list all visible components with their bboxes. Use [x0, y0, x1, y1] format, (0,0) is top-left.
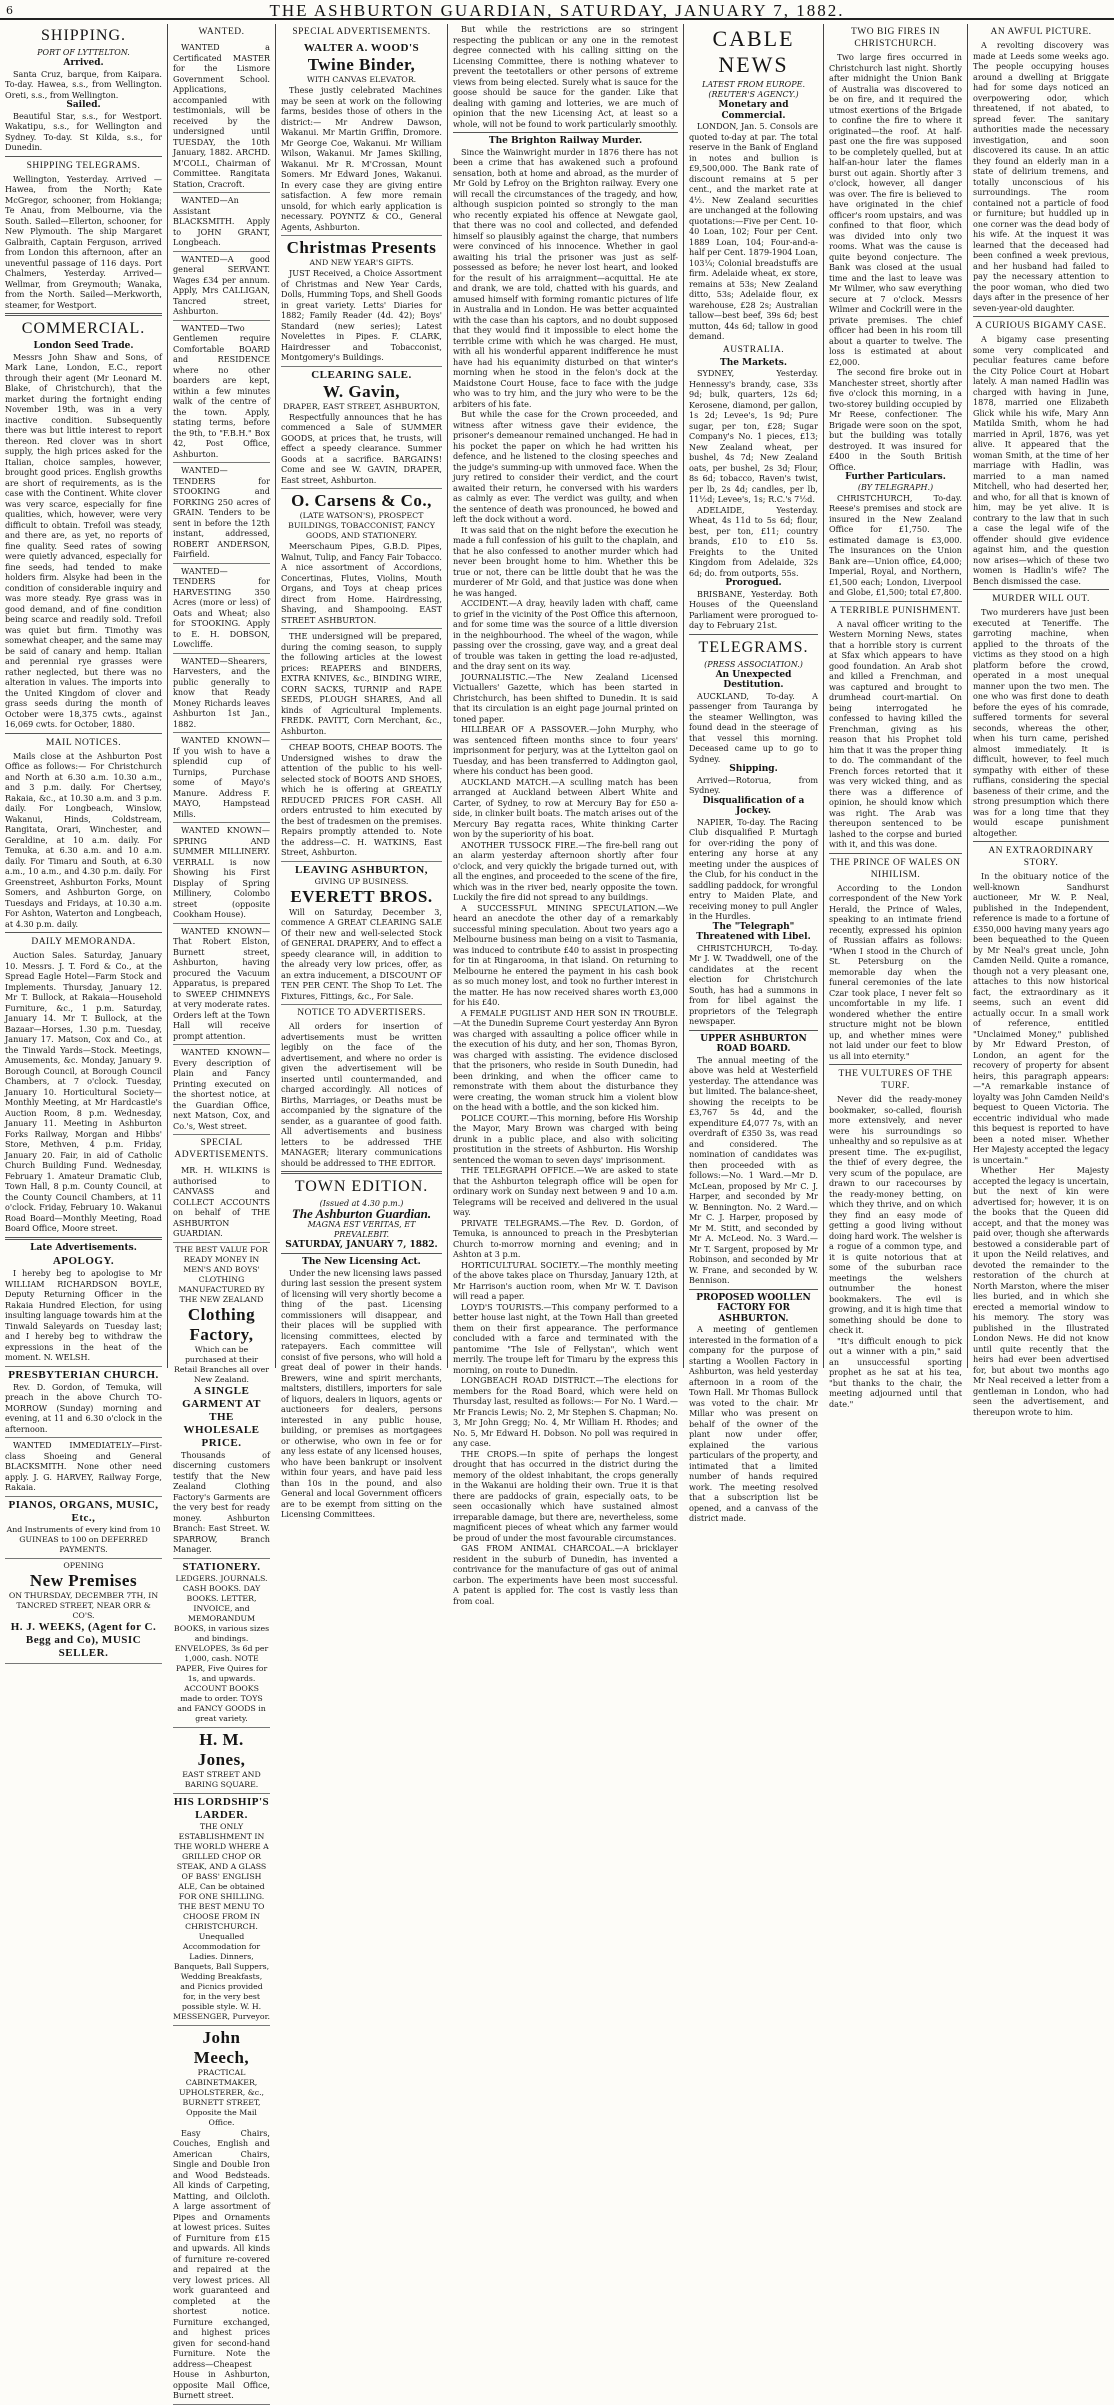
- wanted-ad: [173, 733, 270, 823]
- divider: [281, 1253, 442, 1254]
- apology-text: I hereby beg to apologise to Mr WILLIAM RICHARDSON BOYLE, Deputy Returning Officer in the Rakaia Hundred Election, for using insulting language towards him at the Tinwald Saleyards on Tuesday last; and I hereby beg to withdraw the expressions in the heat of the moment. N. WELSH.: [5, 1268, 162, 1362]
- meech-ad: [173, 2026, 270, 2405]
- divider: [5, 733, 162, 734]
- wanted-text: WANTED KNOWN—SPRING AND SUMMER MILLINERY. VERRALL is now Showing his First Display of Spring Millinery, Colombo street (opposite Cookham House).: [173, 825, 270, 919]
- wanted-ad: [173, 321, 270, 464]
- christmas-title: Christmas Presents: [286, 238, 437, 257]
- divider: [281, 1171, 442, 1174]
- article-paragraph: HORTICULTURAL SOCIETY.—The monthly meeting of the above takes place on Thursday, January 12th, at Mr Harrison's auction room, when Mr W. T. Davison will read a paper.: [453, 1259, 678, 1301]
- divider: [5, 932, 162, 933]
- fires-heading: TWO BIG FIRES IN CHRISTCHURCH.: [850, 27, 940, 49]
- daily-memoranda-heading: DAILY MEMORANDA.: [31, 937, 136, 947]
- wanted-text: WANTED—An Assistant BLACKSMITH. Apply to JOHN GRANT, Longbeach.: [173, 195, 270, 247]
- blacksmith-ad: [5, 1438, 162, 1497]
- extraordinary-heading: AN EXTRAORDINARY STORY.: [988, 846, 1094, 868]
- divider: [689, 1289, 818, 1290]
- meech-sub: PRACTICAL CABINETMAKER, UPHOLSTERER, &c., BURNETT STREET, Opposite the Mail Office.: [178, 2067, 265, 2127]
- punishment-text: A naval officer writing to the Western Morning News, states that a horrible story is current at Sfax which appears to have good foundation. An Arab shot and killed a Frenchman, and was captured and brought to drumhead court-martial. On being interrogated he confessed to having killed the Frenchman, giving as his reason that his Prophet told him that it was the proper thing to do. The commandant of the French forces retorted that it was very wicked thing, and as there was a difference of opinion, he should know which was right. The Arab was thereupon sentenced to be lashed to the corpse and buried with it, and this was done.: [829, 618, 962, 849]
- carsens-ad: [281, 489, 442, 629]
- twine-binder-title: Twine Binder,: [307, 55, 416, 74]
- late-ads-heading: Late Advertisements.: [30, 1242, 137, 1253]
- gavin-title: W. Gavin,: [322, 381, 401, 401]
- shipping-telegrams-text: Wellington, Yesterday. Arrived — Hawea, from the North; Kate McGregor, schooner, from Hokianga; Te Anau, from Melbourne, via the South. Sailed—Ellerton, schooner, for New Plymouth. The ship Margaret Galbraith, Captain Ferguson, arrived from London this afternoon, after an uneventful passage of 116 days. Port Chalmers, Yesterday. Arrived—Wellmar, from Greymouth; Wanaka, from the North. Sailed—Merkworth, steamer, for Westport.: [5, 173, 162, 310]
- divider: [973, 316, 1109, 317]
- canvasser-ad: [173, 1163, 270, 1243]
- brighton-heading: The Brighton Railway Murder.: [488, 136, 643, 146]
- destitution-text: AUCKLAND, To-day. A passenger from Tauranga by the steamer Wellington, was found dead in the steerage of that vessel this morning. Deceased came up to go to Sydney.: [689, 690, 818, 764]
- issue-date: SATURDAY, JANUARY 7, 1882.: [285, 1239, 438, 1250]
- woollen-factory-heading: PROPOSED WOOLLEN FACTORY FOR ASHBURTON.: [696, 1292, 811, 1324]
- clothing-factory-title: Clothing Factory,: [187, 1304, 256, 1344]
- article-paragraph: GAS FROM ANIMAL CHARCOAL.—A bricklayer resident in the suburb of Dunedin, has invented a contrivance for the manufacture of gas out of animal carbon. The experiments have been most successful. A patent is applied for. The cost is vastly less than from coal.: [453, 1543, 678, 1606]
- new-premises-sub: ON THURSDAY, DECEMBER 7TH, IN TANCRED STREET, NEAR ORR & CO'S.: [8, 1590, 159, 1620]
- notice-heading: NOTICE TO ADVERTISERS.: [297, 1008, 426, 1018]
- divider: [5, 156, 162, 157]
- wanted-ad: [173, 252, 270, 321]
- pavitt-ad: [281, 629, 442, 740]
- carsens-sub: (LATE WATSON'S), PROSPECT BUILDINGS, TOBACCONIST, FANCY GOODS, AND STATIONERY.: [288, 511, 435, 540]
- commercial-heading: COMMERCIAL.: [21, 320, 146, 337]
- article-paragraph: AUCKLAND MATCH.—A sculling match has been arranged at Auckland between Albert White and Carter, of Sydney, to row at Mercury Bay for £50 a-side, in clinker built boats. The match arises out of the Mercury Bay regatta races, White thinking Carter won by the superiority of his boat.: [453, 776, 678, 839]
- article-paragraph: A FEMALE PUGILIST AND HER SON IN TROUBLE.—At the Dunedin Supreme Court yesterday Ann Byron was charged with assaulting a police officer while in the execution of his duty, and her son, Thomas Byron, was charged with assisting. The evidence disclosed that the prisoners, who reside in South Dunedin, had been drinking, and when the officer came to remonstrate with them about the disturbance they were creating, the woman struck him a violent blow on the head with a bottle, and the son kicked him.: [453, 1007, 678, 1112]
- guardian-nameplate: The Ashburton Guardian.: [291, 1206, 432, 1221]
- clothing-sub: Which can be purchased at their Retail Branches all over New Zealand.: [174, 1344, 269, 1384]
- prorogued-text: BRISBANE, Yesterday. Both Houses of the Queensland Parliament were prorogued to-day to February 21st.: [689, 588, 818, 630]
- monetary-text: LONDON, Jan. 5. Consols are quoted to-day at par. The total reserve in the Bank of England in notes and bullion is £9,500,000. The Bank rate of discount remains at 5 per cent., and the market rate at 4½. New Zealand securities are unchanged at the following quotations:—Five per Cent. 10-40 Loan, 102; Four per Cent. 1889 Loan, 104; Four-and-a-half per Cent. 1879-1904 Loan, 103¼; Colonial breadstuffs are firm. Adelaide wheat, ex store, remains at 53s; New Zealand ditto, 53s; Adelaide flour, ex warehouse, £28 2s; Australian tallow—best beef, 39s 6d; best mutton, 44s 6d; tallow in good demand.: [689, 121, 818, 341]
- divider: [829, 601, 962, 602]
- christmas-ad: [281, 236, 442, 367]
- shipping-heading: Shipping.: [729, 764, 778, 774]
- monetary-heading: Monetary and Commercial.: [718, 100, 789, 121]
- leaving-title: LEAVING ASHBURTON,: [295, 863, 428, 876]
- prorogued-heading: Prorogued.: [725, 578, 782, 588]
- motto: MAGNA EST VERITAS, ET PREVALEBIT.: [307, 1219, 416, 1239]
- road-board-heading: UPPER ASHBURTON ROAD BOARD.: [700, 1033, 807, 1054]
- boots-ad: [281, 740, 442, 862]
- stationery-title: STATIONERY.: [182, 1560, 261, 1573]
- article-paragraph: HILLBEAR OF A PASSOVER.—John Murphy, who was sentenced fifteen months since to four years' imprisonment for perjury, was at the Lyttelton gaol on Tuesday, and has been transferred to Addington gaol, where his conduct has been good.: [453, 724, 678, 776]
- carsens-body: Meerschaum Pipes, G.B.D. Pipes, Walnut, Tulip, and Fancy Fair Tobacco. A nice assortment of Accordions, Concertinas, Flutes, Violins, Mouth Organs, and Toys at cheap prices direct from Home. Hairdressing, Shaving, and Shampooing. EAST STREET ASHBURTON.: [281, 541, 442, 625]
- town-edition-sub: (Issued at 4.30 p.m.): [319, 1199, 404, 1208]
- telegraph-label: (BY TELEGRAPH.): [857, 482, 934, 492]
- wanted-ad: [173, 823, 270, 924]
- wanted-ad: [173, 40, 270, 193]
- page-number: 6: [6, 4, 13, 17]
- prince-text: According to the London correspondent of the New York Herald, the Prince of Wales, speaking to an intimate friend recently, expressed his opinion of Russian affairs as follows: "When I stood in the Church of St. Petersburg on the memorable day when the funeral ceremonies of the late Czar took place, I never felt so uncomfortable in my life. I wondered whether the entire structure might not be blown up, and whether mines were not laid under our feet to blow us all into eternity.": [829, 882, 962, 1061]
- presbyterian-text: Rev. D. Gordon, of Temuka, will preach in the above Church TO-MORROW (Sunday) morning and evening, at 11 and 6.30 o'clock in the afternoon.: [5, 1381, 162, 1434]
- new-premises-ad: [5, 1559, 162, 1664]
- adelaide-text: ADELAIDE, Yesterday. Wheat, 4s 11d to 5s 6d; flour, best, per ton, £11; country brands, £10 to £10 5s. Freights to the United Kingdom from Adelaide, 32s 6d; do. from outports, 55s.: [689, 504, 818, 578]
- jones-sub: EAST STREET AND BARING SQUARE.: [182, 1769, 261, 1789]
- jones-ad: [173, 1728, 270, 1794]
- woollen-factory-text: A meeting of gentlemen interested in the formation of a company for the purpose of starting a Woollen Factory in Ashburton, was held yesterday afternoon in a room of the Town Hall. Mr Thomas Bullock was voted to the chair. Mr Millar who was present on behalf of the owner of the plant now under offer, explained the various particulars of the property, and intimated that a limited number of hands required work. The meeting resolved that a subscription list be opened, and a canvass of the district made.: [689, 1324, 818, 1523]
- divider: [973, 589, 1109, 590]
- column-6: [824, 24, 968, 1409]
- wanted-text: WANTED a Certificated MASTER for the Lismore Government School. Applications, accompanied with testimonials, will be received by the undersigned until TUESDAY, the 10th January, 1882. ARCHD. M'COLL, Chairman of Committee. Rangitata Station, Cracroft.: [173, 42, 270, 189]
- masthead: [0, 0, 1114, 20]
- article-paragraph: PRIVATE TELEGRAMS.—The Rev. D. Gordon, of Temuka, is announced to preach in the Presbyterian Church to-morrow morning and evening; and in Ashton at 3 p.m.: [453, 1217, 678, 1259]
- sailed-text: Beautiful Star, s.s., for Westport. Wakatipu, s.s., for Wellington and Sydney. To-day. St Kilda, s.s., for Dunedin.: [5, 110, 162, 152]
- divider: [689, 634, 818, 635]
- divider: [689, 1030, 818, 1031]
- gavin-body: Respectfully announces that he has commenced a Sale of SUMMER GOODS, at prices that, he trusts, will effect a speedy clearance. Summer Goods at a sacrifice. BARGAINS! Come and see W. GAVIN, DRAPER, East street, Ashburton.: [281, 411, 442, 485]
- article-paragraph: LONGBEACH ROAD DISTRICT.—The elections for members for the Road Board, which were held on Thursday last, resulted as follows:— For No. 1 Ward.—Mr Francis Lewis; No. 2, Mr Stephen S. Chapman; No. 3, Mr John Gregg; No. 4, Mr William H. Rhodes; and No. 5, Mr Edward H. Dobson. No poll was required in any case.: [453, 1375, 678, 1448]
- pianos-ad: [5, 1497, 162, 1559]
- divider: [453, 132, 678, 133]
- column-3: [276, 24, 448, 1519]
- divider: [5, 1237, 162, 1240]
- divider: [829, 1064, 962, 1065]
- divider: [829, 853, 962, 854]
- wanted-text: WANTED—Two Gentlemen require Comfortable BOARD and RESIDENCE where no other boarders are kept, within a few minutes walk of the centre of the town. Apply, stating terms, before the 9th, to "F.B.H." Box 42, Post Office, Ashburton.: [173, 322, 270, 459]
- apology-title: APOLOGY.: [52, 1255, 115, 1267]
- opening-label: OPENING: [63, 1560, 104, 1570]
- single-garment-title: A SINGLE GARMENT AT THE WHOLESALE PRICE.: [182, 1384, 261, 1449]
- australia-heading: AUSTRALIA.: [722, 344, 785, 355]
- blacksmith-text: WANTED IMMEDIATELY—First-class Shoeing and General BLACKSMITH. None other need apply. J. G. HARVEY, Railway Forge, Rakaia.: [5, 1440, 162, 1492]
- twine-binder-ad: [281, 40, 442, 236]
- meech-title: John Meech,: [193, 2027, 250, 2067]
- libel-text: CHRISTCHURCH, To-day. Mr J. W. Twaddwell, one of the candidates at the recent election for Christchurch South, has had a summons in from for libel against the proprietors of the Telegraph newspaper.: [689, 942, 818, 1026]
- awful-picture-heading: AN AWFUL PICTURE.: [990, 27, 1092, 37]
- pavitt-body: THE undersigned will be prepared, during the coming season, to supply the following articles at the lowest prices: REAPERS and BINDERS, EXTRA KNIVES, &c., BINDING WIRE, CORN SACKS, TURNIP and RAPE SEEDS, PLOUGH SHARES, And all kinds of Agricultural Implements. FREDK. PAVITT, Corn Merchant, &c., Ashburton.: [281, 631, 442, 736]
- article-paragraph: JOURNALISTIC.—The New Zealand Licensed Victuallers' Gazette, which has been started in Christchurch, has been shifted to Dunedin. It is said that its circulation is an eight page journal printed on toned paper.: [453, 671, 678, 724]
- divider: [5, 313, 162, 316]
- markets-text: SYDNEY, Yesterday. Hennessy's brandy, case, 33s 9d; bulk, quarters, 12s 6d; Kerosene, diamond, per gallon, 1s 2d; Levee's, 1s 9d; Pure sugar, per ton, £28; Sugar Company's No. 1 pieces, £13; New Zealand wheat, per bushel, 4s 7d; New Zealand oats, per bushel, 2s 3d; Flour, 8s 6d; tobacco, Raven's twist, per lb, 2s 4d; candles, per lb, 11½d; Levee's, 1s; R.C.'s 7½d.: [689, 368, 818, 504]
- pianos-text: And Instruments of every kind from 10 GUINEAS to 100 on DEFERRED PAYMENTS.: [6, 1524, 161, 1554]
- wanted-text: WANTED KNOWN—Every description of Plain and Fancy Printing executed on the shortest notice, at the Guardian Office, next Matson, Cox, and Co.'s, West street.: [173, 1047, 270, 1131]
- column-7: [968, 24, 1114, 1417]
- weeks-name: H. J. WEEKS, (Agent for C. Begg and Co), MUSIC SELLER.: [10, 1620, 157, 1659]
- pianos-title: PIANOS, ORGANS, MUSIC, Etc.,: [8, 1498, 159, 1524]
- twine-body: These justly celebrated Machines may be seen at work on the following farms, besides those of others in the district:— Mr Andrew Dawson, Wakanui. Mr Martin Griffin, Dromore. Mr George Coe, Wakanui. Mr William Wilson, Wakanui. Mr James Skilling, Wakanui. Mr R. M'Crossan, Mount Somers. Mr Edward Jones, Wakanui. In every case they are giving entire satisfaction. A few more remain unsold, for which early application is necessary. POYNTZ & CO., General Agents, Ashburton.: [281, 85, 442, 232]
- notice-text: All orders for insertion of advertisements must be written legibly on the face of the advertisement, and where no order is given the advertisement will be inserted until countermanded, and charged accordingly. All notices of Births, Marriages, or Deaths must be accompanied by the signature of the sender, as a guarantee of good faith. All advertisements and business letters to be addressed THE MANAGER; literary communications should be addressed to THE EDITOR.: [281, 1021, 442, 1168]
- arrived-text: Santa Cruz, barque, from Kaipara. To-day. Hawea, s.s., from Wellington. Oreti, s.s., from Wellington.: [5, 68, 162, 100]
- christmas-body: JUST Received, a Choice Assortment of Christmas and New Year Cards, Dolls, Humming Tops, and Shell Goods in great variety. Letts' Diaries for 1882; Family Reader (4d. 42); Boys' Standard (new series); Latest Novelettes in Pipes. F. CLARK, Hairdresser and Tobacconist, Montgomery's Buildings.: [281, 268, 442, 362]
- shipping-telegrams-heading: SHIPPING TELEGRAMS.: [26, 160, 141, 171]
- stationery-items: LEDGERS. JOURNALS. CASH BOOKS. DAY BOOKS. LETTER, INVOICE, and MEMORANDUM BOOKS, in various sizes and bindings. ENVELOPES, 3s 6d per 1,000, cash. NOTE PAPER, Five Quires for 1s, and upwards. ACCOUNT BOOKS made to order. TOYS and FANCY GOODS in great variety.: [173, 1573, 270, 1723]
- wanted-ad: [173, 463, 270, 564]
- special-ads-heading: SPECIAL ADVERTISEMENTS.: [292, 27, 431, 37]
- awful-picture-text: A revolting discovery was made at Leeds some weeks ago. The people occupying houses around a dwelling at Briggate had for some days noticed an overpowering odor, which threatened, if not abated, to spread fever. The sanitary authorities made the necessary investigation, and soon discovered its cause. In an attic they found an elderly man in a state of delirium tremens, and totally unconscious of his surroundings. The room contained not a particle of food or furniture; but huddled up in one corner was the dead body of his wife. At the inquest it was learned that the deceased had been confined a week previous, and her husband had failed to pay the necessary attention to the poor woman, who died two days after in the presence of her seven-year-old daughter.: [973, 40, 1109, 313]
- article-paragraph: LOYD'S TOURISTS.—This company performed to a better house last night, at the Town Hall than greeted them on their first appearance. The performance concluded with a farce and terminated with the pantomime "The Isle of Fellystan", which went merrily. The troupe left for Timaru by the express this morning, on route to Dunedin.: [453, 1301, 678, 1375]
- article-paragraph: THE CROPS.—In spite of perhaps the longest drought that has occurred in the district during the memory of the oldest inhabitant, the crops generally in the Wakanui are holding their own. True it is that there are paddocks of grain, especially oats, to be seen occasionally which have sustained almost irreparable damage, but there are, nevertheless, some magnificent pieces of wheat which any farmer would be proud of under the most favourable circumstances.: [453, 1448, 678, 1543]
- everett-ad: [281, 862, 442, 1006]
- press-association-label: (PRESS ASSOCIATION.): [704, 659, 803, 669]
- leaving-sub: GIVING UP BUSINESS.: [314, 876, 409, 886]
- meech-body: Easy Chairs, Couches, English and American Chairs, Single and Double Iron and Wood Bedsteads. All kinds of Carpeting, Matting, and Oilcloth. A large assortment of Pipes and Ornaments at lowest prices. Suites of Furniture from £15 and upwards. All kinds of furniture re-covered and repaired at the very lowest prices. All work guaranteed and completed at the shortest notice. Furniture exchanged, and highest prices given for second-hand Furniture. Note the address—Cheapest House in Ashburton, opposite Mail Office, Burnett street.: [173, 2127, 270, 2400]
- jockey-heading: Disqualification of a Jockey.: [702, 795, 805, 816]
- carsens-title: O. Carsens & Co.,: [291, 491, 432, 510]
- shipping-heading: SHIPPING.: [40, 27, 126, 44]
- special-ads-heading: SPECIAL ADVERTISEMENTS.: [174, 1138, 269, 1160]
- article-paragraph: ACCIDENT.—A dray, heavily laden with chaff, came to grief in the vicinity of the Post Office this afternoon, and for some time was the source of a little diversion in the neighbourhood. The wheel of the wagon, while passing over the crossing, gave way, and a great deal of trouble was taken in getting the load re-adjusted, and the dray sent on its way.: [453, 598, 678, 671]
- clothing-factory-ad: [173, 1243, 270, 1559]
- wanted-text: WANTED KNOWN—That Robert Elston, Burnett street, Ashburton, having procured the Vacuum Apparatus, is prepared to SWEEP CHIMNEYS at very moderate rates. Orders left at the Town Hall will receive prompt attention.: [173, 925, 270, 1041]
- jones-title: H. M. Jones,: [197, 1729, 246, 1769]
- article-paragraph: But while the restrictions are so stringent respecting the publican or any one in the remotest degree connected with his calling sitting on the Licensing Committee, there is nothing whatever to prevent the teetotallers or other persons of extreme views from being elected. Surely what is sauce for the goose should be sauce for the gander. Like that dealing with gaming and lotteries, we are much of opinion that the new Licensing Act, at least so a whole, will not be found to work particularly smoothly.: [453, 24, 678, 129]
- licensing-text: Under the new licensing laws passed during last session the present system of licensing will very shortly become a thing of the past. Licensing commissioners will disappear, and their places will be supplied with licensing committees, elected by ratepayers. Each committee will consist of five persons, who will hold a great deal of power in their hands. Brewers, wine and spirit merchants, maltsters, distillers, importers for sale of liquors, dealers in liquors, agents or auctioneers for dealers, persons interested in any public house, building, or premises as mortgagees or otherwise, who own in fee or for any less estate of any licensed houses, who have been bankrupt or insolvent within four years, and have paid less than 10s in the pound, and also General and local Government officers are to be exempt from sitting on the Licensing Committees.: [281, 1267, 442, 1519]
- wanted-ad: [173, 564, 270, 654]
- murder-text: Two murderers have just been executed at Teneriffe. The garroting machine, when applied to the throats of the victims as they stood on a high platform before the crowd, operated in a most unequal manner upon the two men. The one who was first done to death before the eyes of his comrade, suffered torments for several seconds, whereas the other, when his turn came, perished almost immediately. It is difficult, however, to feel much sympathy with either of these ruffians, considering the special baseness of their crime, and the strong presumption which there was for a long time that they would escape punishment altogether.: [973, 607, 1109, 838]
- everett-body: Will on Saturday, December 3, commence A GREAT CLEARING SALE Of their new and well-selected Stock of GENERAL DRAPERY, And to effect a speedy clearance will, in addition to the already very low prices, offer, as an extra inducement, a DISCOUNT OF TEN PER CENT. The Shop To Let. The Fixtures, Fittings, &c., For Sale.: [281, 906, 442, 1001]
- wanted-ad: [173, 654, 270, 734]
- fires-text: Two large fires occurred in Christchurch last night. Shortly after midnight the Union Bank of Australia was discovered to be on fire, and it required the utmost exertions of the Brigade to confine the fire to where it originated—the roof. At half-past one the fire was supposed to be completely quelled, but at half-an-hour later the flames burst out again. Shortly after 3 o'clock, however, all danger was over. The fire is believed to have originated in the chief officer's room upstairs, and was confined to that floor, which was divided into only two rooms. What was the cause is quite beyond conjecture. The Bank was closed at the usual time and the last to leave was Mr Wilmer, who saw everything secure at 7 o'clock. Messrs Wilmer and Cockrill were in the private premises. The chief officer had been in his room till about a quarter to twelve. The loss is estimated at about £2,000.: [829, 52, 962, 367]
- boots-body: CHEAP BOOTS, CHEAP BOOTS. The Undersigned wishes to draw the attention of the public to his well-selected stock of BOOTS AND SHOES, which he is offering at GREATLY REDUCED PRICES FOR CASH. All orders entrusted to him executed by the best of tradesmen on the premises. Repairs promptly attended to. Note the address—C. H. WATKINS, East Street, Ashburton.: [281, 742, 442, 857]
- arrived-heading: Arrived.: [63, 58, 104, 68]
- larder-text: THE ONLY ESTABLISHMENT IN THE WORLD WHERE A GRILLED CHOP OR STEAK, AND A GLASS OF BASS' ENGLISH ALE, Can be obtained FOR ONE SHILLING. THE BEST MENU TO CHOOSE FROM IN CHRISTCHURCH. Unequalled Accommodation for Ladies. Dinners, Banquets, Ball Suppers, Wedding Breakfasts, and Picnics provided for, in the very best possible style. W. H. MESSENGER, Purveyor.: [173, 1821, 270, 2021]
- clearing-title: CLEARING SALE.: [311, 368, 412, 381]
- wanted-text: WANTED—Shearers, Harvesters, and the public generally to know that Ready Money Richards leaves Ashburton 1st Jan., 1882.: [173, 655, 270, 729]
- road-board-text: The annual meeting of the above was held at Westerfield yesterday. The attendance was but limited. The balance-sheet, showing the receipts to be £3,767 5s 4d, and the expenditure £4,077 7s, with an overdraft of £350 3s, was read and considered. The nomination of candidates was then proceeded with as follows:—No. 1 Ward.—Mr D. McLean, proposed by Mr C. J. Harper, and seconded by Mr W. Bennington. No. 2 Ward.—Mr C. J. Harper, proposed by Mr M. Stitt, and seconded by Mr A. McLeod. No. 3 Ward.—Mr T. Sargent, proposed by Mr Robinson, and seconded by Mr W. Frane, and seconded by W. Bennison.: [689, 1054, 818, 1285]
- new-premises-title: New Premises: [29, 1570, 138, 1590]
- licensing-heading: The New Licensing Act.: [302, 1257, 421, 1267]
- gavin-ad: [281, 367, 442, 490]
- extraordinary-text-2: Whether Her Majesty accepted the legacy is uncertain, but the next of kin were advertised for; however, it is on the books that the Queen did accept, and that the money was paid over, though she afterwards bestowed a considerable part of it upon the Neild relatives, and devoted the remainder to the restoration of the church at North Marston, where the miser lies buried, and in which she erected a memorial window to his memory. The story was published in the Illustrated London News. He did not know until quite recently that the heirs had ever been advertised for, but about two months ago Mr Neal received a letter from a gentleman in London, who had seen the advertisement, and thereupon wrote to him.: [973, 1165, 1109, 1417]
- clothing-intro: THE BEST VALUE FOR READY MONEY IN MEN'S AND BOYS' CLOTHING MANUFACTURED BY THE NEW ZEALAND: [175, 1244, 268, 1304]
- article-paragraph: ANOTHER TUSSOCK FIRE.—The fire-bell rang out an alarm yesterday afternoon shortly after four o'clock, and very quickly the brigade turned out, with all the engines, and proceeded to the scene of the fire, which was in the river bed, nearly opposite the town. Luckily the fire did not spread to any buildings.: [453, 839, 678, 902]
- wanted-ad: [173, 193, 270, 252]
- seed-trade-text: Messrs John Shaw and Sons, of Mark Lane, London, E.C., report through their agent (Mr Leonard M. Blake, of Christchurch), that the market during the fortnight ending November 19th, was in a very inactive condition. Subsequently there was but little interest to report thereon. Red clover was in short supply, the high prices asked for the Italian, choice samples, however, brought good prices. English growths are short of requirements, as is the case with the Continent. White clover was very scarce, especially for fine qualities, which, however, were very difficult to obtain. Trefoil was steady, and there are, as yet, no reports of fine quality. Seed rates of sowing were quietly advanced, especially for fine seeds, had tended to make holders firm. Alsyke had been in the condition of considerable inquiry and was more steady. Rye grass was in good demand, and of fine condition being scarce and readily sold. Trefoil was quiet but firm. Timothy was somewhat cheaper, and the same may be said of canary and hemp. Italian and perennial rye grasses were rather neglected, but there was no alteration in values. The imports into the United Kingdom of clover and grass seeds during the month of October were 18,375 cwts., against 16,069 cwts. for October, 1880.: [5, 351, 162, 729]
- column-2: [168, 24, 276, 2400]
- column-4: [448, 24, 684, 1606]
- pin-quote: "It's difficult enough to pick out a winner with a pin," said an unsuccessful sporting prophet as he sat at his tea, "but thanks to the chair, the meeting adjourned until that date.": [829, 1335, 962, 1409]
- further-text: CHRISTCHURCH, To-day. Reese's premises and stock are insured in the New Zealand Office for £1,750. The estimated damage is £3,000. The insurances on the Union Bank are—Union office, £4,000; Imperial, Royal, and Northern, £1,500 each; London, Liverpool and Globe, £1,500; total £7,800.: [829, 492, 962, 597]
- stationery-ad: [173, 1559, 270, 1728]
- mail-notices-text: Mails close at the Ashburton Post Office as follows:— For Christchurch and North at 6.30 a.m. 10.30 a.m., and 3 p.m. daily. For Chertsey, Rakaia, &c., at 10.30 a.m. and 3 p.m. daily. For Longbeach, Winslow, Wakanui, Hinds, Coldstream, Rangitata, Orari, Winchester, and Geraldine, at 10 a.m. daily. For Temuka, at 6.30 a.m. and 10 a.m. daily. For Timaru and South, at 6.30 a.m., 10 a.m., and 4.30 p.m. daily. For Greenstreet, Ashburton Forks, Mount Somers, and Ashburton Gorge, on Tuesdays and Fridays, at 10.30 a.m. For Ashton, Waterton and Longbeach, at 4.30 p.m. daily.: [5, 750, 162, 929]
- apology-ad: [5, 1253, 162, 1367]
- agency-label: (REUTER'S AGENCY.): [708, 90, 799, 99]
- article-paragraph: A SUCCESSFUL MINING SPECULATION.—We heard an anecdote the other day of a remarkably successful mining speculation. About two years ago a Melbourne business man being on a visit to Tasmania, was induced to contribute £40 to assist in prospecting for tin at Ringarooma, in that island. On returning to Melbourne he entered the payment in his cash book as so much money lost, and took no further interest in the matter. He has now received shares worth £3,000 for his £40.: [453, 902, 678, 1007]
- wanted-text: WANTED—TENDERS for STOOKING and FORKING 250 acres of GRAIN. Tenders to be sent in before the 12th instant, addressed, ROBERT ANDERSON, Fairfield.: [173, 465, 270, 559]
- larder-ad: [173, 1794, 270, 2026]
- telegrams-heading: TELEGRAMS.: [698, 638, 809, 656]
- cable-news-sub: LATEST FROM EUROPE.: [702, 80, 805, 89]
- article-paragraph: Since the Wainwright murder in 1876 there has not been a crime that has awakened such a profound sensation, both at home and abroad, as the murder of Mr Gold by Lefroy on the Brighton railway. Every one will recall the circumstances of the tragedy, and how, although suspicion pointed so strongly to the man who recently expiated his offence at Newgate gaol, that there was no cool and collected, and defended himself so plausibly against the charge, that numbers were convinced of his innocence. Whether in gaol awaiting his trial the prisoner was just as self-possessed as before; he never lost heart, and looked for the result of his arraignment—acquittal. He ate and drank, we are told, chatted with his guards, and amused himself with forming romantic pictures of life in Australia and in London. He was better acquainted with the case than his captors, and no doubt supposed that they would find it impossible to elect home the terrible crime with which he was charged. He must, with all his wonderful apparent indifference he must have had his equanimity disturbed on that winter's morning when he stood in the felon's dock at the Maidstone Court House, face to face with the judge who was to try him, and the jury who were to be the arbiters of his fate.: [453, 146, 678, 409]
- article-paragraph: It was said that on the night before the execution he made a full confession of his guilt to the chaplain, and that he also confessed to another murder which had never been brought home to him. Whether this be true or not, there can be little doubt that he was the murderer of Mr Gold, and that justice was done when he was hanged.: [453, 524, 678, 598]
- wanted-heading: WANTED.: [198, 27, 245, 37]
- wanted-text: WANTED KNOWN—If you wish to have a splendid cup of Turnips, Purchase some of Mayo's Manure. Address F. MAYO, Hampstead Mills.: [173, 735, 270, 819]
- article-paragraph: But while the case for the Crown proceeded, and witness after witness gave their evidence, the prisoner's demeanour remained unchanged. He had in his pocket the paper on which he had written his defence, and he listened to the closing speeches and the judge's summing-up with unmoved face. When the jury retired to consider their verdict, and the court awaited their return, he conversed with his warders as calmly as ever. The verdict was guilty, and when the sentence of death was pronounced, he bowed and left the dock without a word.: [453, 409, 678, 524]
- article-paragraph: POLICE COURT.—This morning, before His Worship the Mayor, Mary Brown was charged with being drunk in a public place, and also with soliciting prostitution in the streets of Ashburton. His Worship sentenced the woman to seven days' imprisonment.: [453, 1112, 678, 1165]
- prince-heading: THE PRINCE OF WALES ON NIHILISM.: [830, 857, 961, 880]
- christmas-sub: AND NEW YEAR'S GIFTS.: [309, 258, 414, 267]
- wanted-ad: [173, 1045, 270, 1135]
- wanted-text: WANTED—A good general SERVANT. Wages £34 per annum. Apply, Mrs CALLIGAN, Tancred street, Ashburton.: [173, 253, 270, 316]
- wood-title: WALTER A. WOOD'S: [303, 42, 420, 54]
- sailed-heading: Sailed.: [66, 100, 101, 110]
- gavin-sub: DRAPER, EAST STREET, ASHBURTON,: [283, 401, 440, 411]
- jockey-text: NAPIER, To-day. The Racing Club disqualified P. Murtagh for over-riding the pony of entering any horse at any meeting under the auspices of the Club, for his conduct in the saddling paddock, for wrongful entry to Maiden Plate, and receiving money to pull Angler in the Hurdles.: [689, 816, 818, 921]
- column-5: [684, 24, 824, 1523]
- wanted-text: WANTED—TENDERS for HARVESTING 350 Acres (more or less) of Oats and Wheat; also for STOOKING. Apply to E. H. DOBSON, Lowcliffe.: [173, 565, 270, 649]
- markets-heading: The Markets.: [720, 357, 787, 368]
- vultures-heading: THE VULTURES OF THE TURF.: [838, 1069, 953, 1091]
- murder-heading: MURDER WILL OUT.: [992, 594, 1090, 604]
- daily-memoranda-text: Auction Sales. Saturday, January 10. Messrs. J. T. Ford & Co., at the Spread Eagle Hotel—Farm Stock and Implements. Thursday, January 12. Mr T. Bullock, at Rakaia—Household Furniture, &c., 1 p.m. Saturday, January 14. Mr T. Bullock, at the Bazaar—Horses, 1.30 p.m. Tuesday, January 17. Matson, Cox and Co., at the Tinwald Yards—Stock. Meetings, Amusements, &c. Monday, January 9. Borough Council, at Borough Council Chambers, at 7 o'clock. Tuesday, January 10. Horticultural Society—Monthly Meeting, at Mr Hardcastle's Auction Room, 8 p.m. Wednesday, January 11. Meeting in Ashburton Forks Railway, Morgan and Hibbs' Store, Methven, 4 p.m. Friday, January 20. Fair, in aid of Catholic Church Building Fund. Wednesday, February 1. Amateur Dramatic Club, Town Hall, 8 p.m. County Council, at the County Council Chambers, at 11 o'clock. Friday, February 10. Wakanui Road Board—Monthly Meeting, Road Board Office, Moore street.: [5, 950, 162, 1233]
- further-heading: Further Particulars.: [845, 472, 946, 482]
- fires-text-2: The second fire broke out in Manchester street, shortly after five o'clock this morning, in a two-storey building occupied by Mr Reese, confectioner. The Brigade were soon on the spot, but the building was totally destroyed. It was insured for £400 in the South British Office.: [829, 367, 962, 472]
- presbyterian-title: PRESBYTERIAN CHURCH.: [8, 1368, 159, 1381]
- divider: [973, 841, 1109, 842]
- article-paragraph: THE TELEGRAPH OFFICE.—We are asked to state that the Ashburton telegraph office will be open for ordinary work on Sunday next between 9 and 10 a.m. Telegrams will be received and delivered in the usual way.: [453, 1165, 678, 1217]
- destitution-heading: An Unexpected Destitution.: [715, 669, 792, 690]
- libel-heading: The "Telegraph" Threatened with Libel.: [696, 921, 811, 942]
- wanted-ad: [173, 924, 270, 1046]
- bigamy-heading: A CURIOUS BIGAMY CASE.: [975, 321, 1107, 331]
- canvasser-text: MR. H. WILKINS is authorised to CANVASS and COLLECT ACCOUNTS on behalf of THE ASHBURTON GUARDIAN.: [173, 1165, 270, 1238]
- shipping-text: Arrived—Rotorua, from Sydney.: [689, 774, 818, 795]
- vultures-text: Never did the ready-money bookmaker, so-called, flourish more extensively, and never were his surroundings so unhealthy and so repulsive as at present time. The ex-pugilist, the thief of every degree, the very scum of the populace, are drawn to our racecourses by the ready-money betting, on which they thrive, and on which they find an easy mode of getting a good living without doing hard work. The welsher is a rogue of a common type, and it is quite notorious that at some of the suburban race meetings the welshers outnumber the honest bookmakers. The evil is growing, and it is high time that something should be done to check it.: [829, 1094, 962, 1335]
- port-subheading: PORT OF LYTTELTON.: [37, 48, 130, 57]
- town-edition-heading: TOWN EDITION.: [294, 1178, 429, 1195]
- presbyterian-ad: [5, 1367, 162, 1439]
- everett-title: EVERETT BROS.: [290, 886, 433, 906]
- clothing-body: Thousands of discerning customers testify that the New Zealand Clothing Factory's Garments are the very best for ready money. Ashburton Branch: East Street. W. SPARROW, Branch Manager.: [173, 1449, 270, 1554]
- twine-sub: WITH CANVAS ELEVATOR.: [306, 75, 417, 84]
- newspaper-title: THE ASHBURTON GUARDIAN, SATURDAY, JANUARY 7, 1882.: [269, 1, 845, 20]
- column-1: [0, 24, 168, 1659]
- seed-trade-heading: London Seed Trade.: [33, 341, 134, 351]
- punishment-heading: A TERRIBLE PUNISHMENT.: [830, 605, 961, 616]
- cable-news-heading: CABLE NEWS: [712, 26, 795, 77]
- bigamy-text: A bigamy case presenting some very complicated and peculiar features came before the City Police Court at Hobart lately. A man named Hadlin was charged with having in June, 1878, married one Elizabeth Glick while his wife, Mary Ann Matilda Smith, whom he had married in April, 1876, was yet alive. It appeared that the woman Smith, at the time of her marriage with Hadlin, was married to a man named Mitchell, who had deserted her, and who, for all that is known of him, may be yet alive. It is contrary to the law that in such a case the legal wife of the offender should give evidence against him, and the question now arises—which of these two women is Hadlin's wife? The Bench dismissed the case.: [973, 334, 1109, 586]
- extraordinary-text: In the obituary notice of the well-known Sandhurst auctioneer, Mr W. P. Neal, published in the Independent, reference is made to a fortune of £350,000 having many years ago been bequeathed to the Queen by Mr Neal's great uncle, John Camden Neild. Quite a romance, though not a very pleasant one, attaches to this now historical fact, the extraordinary as it seems, such an event did actually occur. In a small work of reference, entitled "Unclaimed Money," published by Mr Edward Preston, of London, an agent for the recovery of property for absent heirs, this paragraph appears:—"A remarkable instance of loyalty was John Camden Neild's bequest to Queen Victoria. The eccentric individual who made this bequest is reported to have been a noted miser. Whether Her Majesty accepted the legacy is uncertain.": [973, 871, 1109, 1165]
- mail-notices-heading: MAIL NOTICES.: [45, 737, 122, 748]
- larder-title: HIS LORDSHIP'S LARDER.: [173, 1795, 270, 1821]
